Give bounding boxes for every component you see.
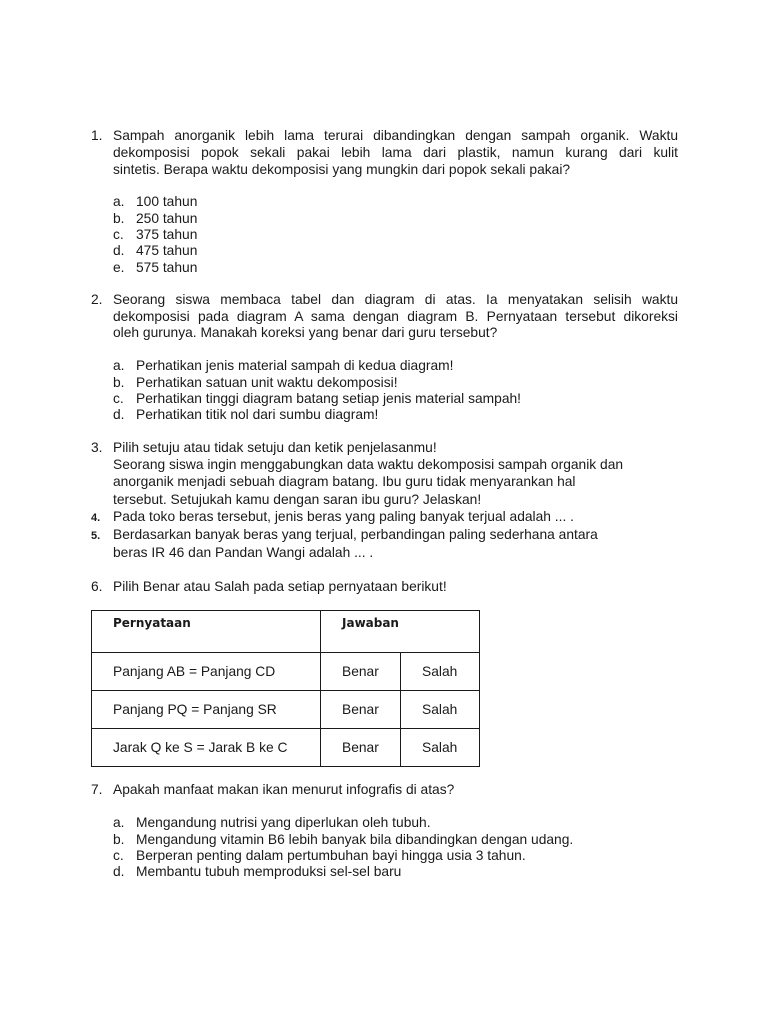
option-letter: a. — [113, 358, 125, 373]
option-letter: b. — [113, 211, 125, 226]
option-letter: b. — [113, 832, 125, 847]
option-text[interactable]: 375 tahun — [136, 227, 198, 242]
option-letter: c. — [113, 227, 124, 242]
false-option-cell[interactable]: Salah — [401, 653, 480, 691]
question-text-line: Pada toko beras tersebut, jenis beras yang paling banyak terjual adalah ... . — [113, 509, 574, 524]
option-text[interactable]: Mengandung vitamin B6 lebih banyak bila dibandingkan dengan udang. — [136, 832, 574, 847]
option-text[interactable]: 100 tahun — [136, 194, 198, 209]
option-text[interactable]: 250 tahun — [136, 211, 198, 226]
question-text-line: beras IR 46 dan Pandan Wangi adalah ... . — [113, 545, 374, 560]
question-number: 2. — [91, 292, 103, 307]
question-text-line: Sampah anorganik lebih lama terurai dibandingkan dengan sampah organik. Waktu — [113, 128, 678, 143]
question-text-line: Berdasarkan banyak beras yang terjual, perbandingan paling sederhana antara — [113, 527, 598, 542]
option-text[interactable]: Berperan penting dalam pertumbuhan bayi hingga usia 3 tahun. — [136, 848, 526, 863]
option-letter: d. — [113, 407, 125, 422]
option-text[interactable]: Perhatikan jenis material sampah di kedua diagram! — [136, 358, 454, 373]
option-text[interactable]: Perhatikan titik nol dari sumbu diagram! — [136, 407, 379, 422]
question-text-line: anorganik menjadi sebuah diagram batang. Ibu guru tidak menyarankan hal — [113, 474, 576, 489]
true-option-cell[interactable]: Benar — [321, 691, 401, 729]
question-text-line: oleh gurunya. Manakah koreksi yang benar dari guru tersebut? — [113, 325, 498, 340]
question-number: 5. — [91, 530, 101, 542]
question-text-line: tersebut. Setujukah kamu dengan saran ibu guru? Jelaskan! — [113, 492, 482, 507]
option-text[interactable]: Membantu tubuh memproduksi sel-sel baru — [136, 864, 402, 879]
statement-cell: Panjang AB = Panjang CD — [92, 653, 321, 691]
true-option-cell[interactable]: Benar — [321, 653, 401, 691]
question-number: 6. — [91, 579, 103, 594]
table-row — [92, 653, 480, 691]
false-option-cell[interactable]: Salah — [401, 691, 480, 729]
question-number: 7. — [91, 782, 103, 797]
option-letter: b. — [113, 375, 125, 390]
question-text-line: dekomposisi pada diagram A sama dengan diagram B. Pernyataan tersebut dikoreksi — [113, 309, 678, 324]
column-header-answer: Jawaban — [321, 611, 480, 653]
option-text[interactable]: Perhatikan tinggi diagram batang setiap jenis material sampah! — [136, 391, 521, 406]
question-text-line: Apakah manfaat makan ikan menurut infografis di atas? — [113, 782, 455, 797]
question-text-line: Pilih setuju atau tidak setuju dan ketik penjelasanmu! — [113, 440, 437, 455]
question-text-line: Seorang siswa ingin menggabungkan data waktu dekomposisi sampah organik dan — [113, 457, 624, 472]
table-row — [92, 729, 480, 767]
true-false-table — [91, 610, 480, 767]
question-text-line: Pilih Benar atau Salah pada setiap pernyataan berikut! — [113, 579, 447, 594]
option-letter: d. — [113, 864, 125, 879]
statement-cell: Jarak Q ke S = Jarak B ke C — [92, 729, 321, 767]
option-text[interactable]: Mengandung nutrisi yang diperlukan oleh tubuh. — [136, 815, 431, 830]
table-row — [92, 691, 480, 729]
question-number: 1. — [91, 128, 103, 143]
false-option-cell[interactable]: Salah — [401, 729, 480, 767]
option-letter: a. — [113, 194, 125, 209]
statement-cell: Panjang PQ = Panjang SR — [92, 691, 321, 729]
option-letter: a. — [113, 815, 125, 830]
option-letter: c. — [113, 848, 124, 863]
question-text-line: sintetis. Berapa waktu dekomposisi yang mungkin dari popok sekali pakai? — [113, 162, 571, 177]
option-letter: c. — [113, 391, 124, 406]
option-text[interactable]: 475 tahun — [136, 243, 198, 258]
question-text-line: Seorang siswa membaca tabel dan diagram di atas. Ia menyatakan selisih waktu — [113, 292, 678, 307]
question-number: 3. — [91, 440, 103, 455]
true-option-cell[interactable]: Benar — [321, 729, 401, 767]
option-text[interactable]: Perhatikan satuan unit waktu dekomposisi! — [136, 375, 398, 390]
question-number: 4. — [91, 512, 101, 524]
table-header-row — [92, 611, 480, 653]
option-letter: d. — [113, 243, 125, 258]
column-header-statement: Pernyataan — [92, 611, 321, 653]
option-text[interactable]: 575 tahun — [136, 260, 198, 275]
question-text-line: dekomposisi popok sekali pakai lebih lama dari plastik, namun kurang dari kulit — [113, 145, 678, 160]
option-letter: e. — [113, 260, 125, 275]
